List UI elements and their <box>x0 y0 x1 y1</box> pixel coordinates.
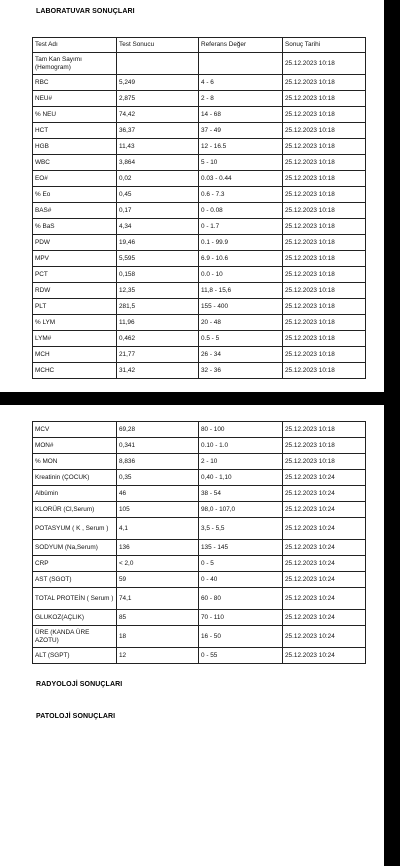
cell-name: % MON <box>33 454 117 470</box>
cell-result: 5,595 <box>117 251 199 267</box>
cell-date: 25.12.2023 10:24 <box>283 486 366 502</box>
cell-ref: 98,0 - 107,0 <box>199 502 283 518</box>
cell-ref: 32 - 36 <box>199 363 283 379</box>
cell-date: 25.12.2023 10:18 <box>283 267 366 283</box>
cell-result: 18 <box>117 626 199 648</box>
table-row <box>33 171 366 187</box>
table-body <box>33 422 366 664</box>
cell-ref: 0.10 - 1.0 <box>199 438 283 454</box>
table-row <box>33 470 366 486</box>
cell-date: 25.12.2023 10:24 <box>283 610 366 626</box>
cell-ref: 155 - 400 <box>199 299 283 315</box>
table-row <box>33 283 366 299</box>
table-row <box>33 422 366 438</box>
cell-ref: 38 - 54 <box>199 486 283 502</box>
column-header-date: Sonuç Tarihi <box>283 38 366 53</box>
cell-name: ALT (SGPT) <box>33 648 117 664</box>
pathology-heading: PATOLOJİ SONUÇLARI <box>36 713 116 720</box>
cell-name: CRP <box>33 556 117 572</box>
cell-name: % BaS <box>33 219 117 235</box>
cell-result: 74,1 <box>117 588 199 610</box>
cell-result: 3,864 <box>117 155 199 171</box>
cell-ref: 0.6 - 7.3 <box>199 187 283 203</box>
cell-result: 4,34 <box>117 219 199 235</box>
cell-date: 25.12.2023 10:24 <box>283 588 366 610</box>
cell-name: RBC <box>33 75 117 91</box>
cell-name: LYM# <box>33 331 117 347</box>
table-row <box>33 139 366 155</box>
cell-name: Albümin <box>33 486 117 502</box>
cell-ref: 0 - 0.08 <box>199 203 283 219</box>
cell-date: 25.12.2023 10:18 <box>283 235 366 251</box>
cell-result: 12,35 <box>117 283 199 299</box>
cell-result: 0,45 <box>117 187 199 203</box>
cell-name: PLT <box>33 299 117 315</box>
cell-ref: 0,40 - 1,10 <box>199 470 283 486</box>
radiology-heading: RADYOLOJİ SONUÇLARI <box>36 681 123 688</box>
cell-date: 25.12.2023 10:18 <box>283 171 366 187</box>
table-row <box>33 363 366 379</box>
cell-result: 19,46 <box>117 235 199 251</box>
report-page-2 <box>0 405 384 866</box>
cell-result: 281,5 <box>117 299 199 315</box>
cell-result: 2,875 <box>117 91 199 107</box>
cell-date: 25.12.2023 10:18 <box>283 75 366 91</box>
table-row <box>33 235 366 251</box>
table-row <box>33 75 366 91</box>
table-row <box>33 454 366 470</box>
cell-name: % Eo <box>33 187 117 203</box>
cell-name: AST (SGOT) <box>33 572 117 588</box>
cell-result: 21,77 <box>117 347 199 363</box>
table-row <box>33 107 366 123</box>
table-row <box>33 123 366 139</box>
cell-ref: 0 - 1.7 <box>199 219 283 235</box>
cell-name: PDW <box>33 235 117 251</box>
table-row <box>33 518 366 540</box>
cell-ref: 80 - 100 <box>199 422 283 438</box>
cell-ref: 0 - 40 <box>199 572 283 588</box>
cell-date: 25.12.2023 10:18 <box>283 203 366 219</box>
cell-result: 0,462 <box>117 331 199 347</box>
cell-name: MCV <box>33 422 117 438</box>
cell-name: Tam Kan Sayımı (Hemogram) <box>33 53 117 75</box>
cell-result: 74,42 <box>117 107 199 123</box>
cell-name: BAS# <box>33 203 117 219</box>
cell-result: 8,836 <box>117 454 199 470</box>
cell-result: 11,96 <box>117 315 199 331</box>
lab-results-table <box>32 37 366 379</box>
cell-ref: 60 - 80 <box>199 588 283 610</box>
cell-date: 25.12.2023 10:24 <box>283 648 366 664</box>
table-row <box>33 251 366 267</box>
cell-result: 0,35 <box>117 470 199 486</box>
cell-date: 25.12.2023 10:18 <box>283 363 366 379</box>
cell-result: 105 <box>117 502 199 518</box>
table-row <box>33 588 366 610</box>
cell-result: 85 <box>117 610 199 626</box>
table-row <box>33 91 366 107</box>
table-row <box>33 219 366 235</box>
cell-name: PCT <box>33 267 117 283</box>
cell-name: MCH <box>33 347 117 363</box>
cell-ref: 0.1 - 99.9 <box>199 235 283 251</box>
cell-result: 5,249 <box>117 75 199 91</box>
lab-results-table-continued <box>32 421 366 664</box>
table-row <box>33 267 366 283</box>
cell-date: 25.12.2023 10:18 <box>283 251 366 267</box>
cell-result: 31,42 <box>117 363 199 379</box>
cell-name: Kreatinin (ÇOCUK) <box>33 470 117 486</box>
cell-ref: 0.0 - 10 <box>199 267 283 283</box>
cell-name: NEU# <box>33 91 117 107</box>
table-row <box>33 155 366 171</box>
cell-result <box>117 53 199 75</box>
cell-name: % NEU <box>33 107 117 123</box>
cell-date: 25.12.2023 10:18 <box>283 107 366 123</box>
report-page-1 <box>0 0 384 392</box>
table-row <box>33 572 366 588</box>
cell-result: < 2,0 <box>117 556 199 572</box>
table-row <box>33 486 366 502</box>
cell-date: 25.12.2023 10:18 <box>283 219 366 235</box>
cell-result: 36,37 <box>117 123 199 139</box>
cell-ref: 2 - 8 <box>199 91 283 107</box>
column-header-reference: Referans Değer <box>199 38 283 53</box>
cell-ref: 2 - 10 <box>199 454 283 470</box>
cell-ref: 4 - 6 <box>199 75 283 91</box>
cell-date: 25.12.2023 10:18 <box>283 187 366 203</box>
cell-name: % LYM <box>33 315 117 331</box>
cell-date: 25.12.2023 10:18 <box>283 347 366 363</box>
cell-ref: 0.5 - 5 <box>199 331 283 347</box>
cell-ref: 0.03 - 0.44 <box>199 171 283 187</box>
cell-ref: 37 - 49 <box>199 123 283 139</box>
column-header-test-name: Test Adı <box>33 38 117 53</box>
cell-name: MCHC <box>33 363 117 379</box>
cell-name: EO# <box>33 171 117 187</box>
cell-name: MPV <box>33 251 117 267</box>
cell-ref: 11,8 - 15,6 <box>199 283 283 299</box>
table-row <box>33 610 366 626</box>
cell-name: ÜRE (KANDA ÜRE AZOTU) <box>33 626 117 648</box>
table-row <box>33 53 366 75</box>
cell-date: 25.12.2023 10:24 <box>283 518 366 540</box>
lab-results-heading: LABORATUVAR SONUÇLARI <box>36 8 135 15</box>
cell-date: 25.12.2023 10:18 <box>283 123 366 139</box>
cell-name: POTASYUM ( K , Serum ) <box>33 518 117 540</box>
cell-result: 4,1 <box>117 518 199 540</box>
cell-date: 25.12.2023 10:24 <box>283 626 366 648</box>
cell-name: KLORÜR (Cl,Serum) <box>33 502 117 518</box>
cell-ref: 12 - 16.5 <box>199 139 283 155</box>
cell-ref: 0 - 5 <box>199 556 283 572</box>
table-row <box>33 438 366 454</box>
cell-result: 0,02 <box>117 171 199 187</box>
cell-ref: 26 - 34 <box>199 347 283 363</box>
cell-date: 25.12.2023 10:18 <box>283 91 366 107</box>
cell-date: 25.12.2023 10:18 <box>283 283 366 299</box>
table-row <box>33 626 366 648</box>
cell-ref: 70 - 110 <box>199 610 283 626</box>
cell-ref: 6.9 - 10.6 <box>199 251 283 267</box>
cell-result: 46 <box>117 486 199 502</box>
cell-ref: 5 - 10 <box>199 155 283 171</box>
cell-date: 25.12.2023 10:24 <box>283 556 366 572</box>
cell-ref: 16 - 50 <box>199 626 283 648</box>
cell-result: 0,158 <box>117 267 199 283</box>
cell-date: 25.12.2023 10:18 <box>283 53 366 75</box>
cell-name: HCT <box>33 123 117 139</box>
table-row <box>33 315 366 331</box>
table-row <box>33 203 366 219</box>
cell-date: 25.12.2023 10:18 <box>283 155 366 171</box>
table-row <box>33 540 366 556</box>
cell-name: TOTAL PROTEİN ( Serum ) <box>33 588 117 610</box>
cell-name: MON# <box>33 438 117 454</box>
cell-ref: 14 - 68 <box>199 107 283 123</box>
cell-date: 25.12.2023 10:24 <box>283 470 366 486</box>
cell-date: 25.12.2023 10:18 <box>283 315 366 331</box>
cell-result: 11,43 <box>117 139 199 155</box>
cell-ref: 20 - 48 <box>199 315 283 331</box>
cell-date: 25.12.2023 10:24 <box>283 572 366 588</box>
cell-result: 12 <box>117 648 199 664</box>
table-row <box>33 347 366 363</box>
cell-date: 25.12.2023 10:18 <box>283 139 366 155</box>
cell-name: WBC <box>33 155 117 171</box>
table-row <box>33 502 366 518</box>
table-row <box>33 556 366 572</box>
cell-result: 0,341 <box>117 438 199 454</box>
cell-name: GLUKOZ(AÇLIK) <box>33 610 117 626</box>
cell-name: RDW <box>33 283 117 299</box>
cell-date: 25.12.2023 10:24 <box>283 540 366 556</box>
column-header-result: Test Sonucu <box>117 38 199 53</box>
cell-date: 25.12.2023 10:18 <box>283 299 366 315</box>
cell-date: 25.12.2023 10:18 <box>283 438 366 454</box>
table-row <box>33 648 366 664</box>
table-row <box>33 299 366 315</box>
cell-ref <box>199 53 283 75</box>
cell-result: 0,17 <box>117 203 199 219</box>
cell-name: SODYUM (Na,Serum) <box>33 540 117 556</box>
cell-result: 59 <box>117 572 199 588</box>
cell-date: 25.12.2023 10:18 <box>283 422 366 438</box>
cell-ref: 3,5 - 5,5 <box>199 518 283 540</box>
cell-result: 136 <box>117 540 199 556</box>
cell-ref: 0 - 55 <box>199 648 283 664</box>
cell-date: 25.12.2023 10:24 <box>283 502 366 518</box>
cell-result: 69,28 <box>117 422 199 438</box>
table-header-row <box>33 38 366 53</box>
table-row <box>33 187 366 203</box>
cell-name: HGB <box>33 139 117 155</box>
cell-ref: 135 - 145 <box>199 540 283 556</box>
cell-date: 25.12.2023 10:18 <box>283 454 366 470</box>
cell-date: 25.12.2023 10:18 <box>283 331 366 347</box>
table-body <box>33 53 366 379</box>
table-row <box>33 331 366 347</box>
